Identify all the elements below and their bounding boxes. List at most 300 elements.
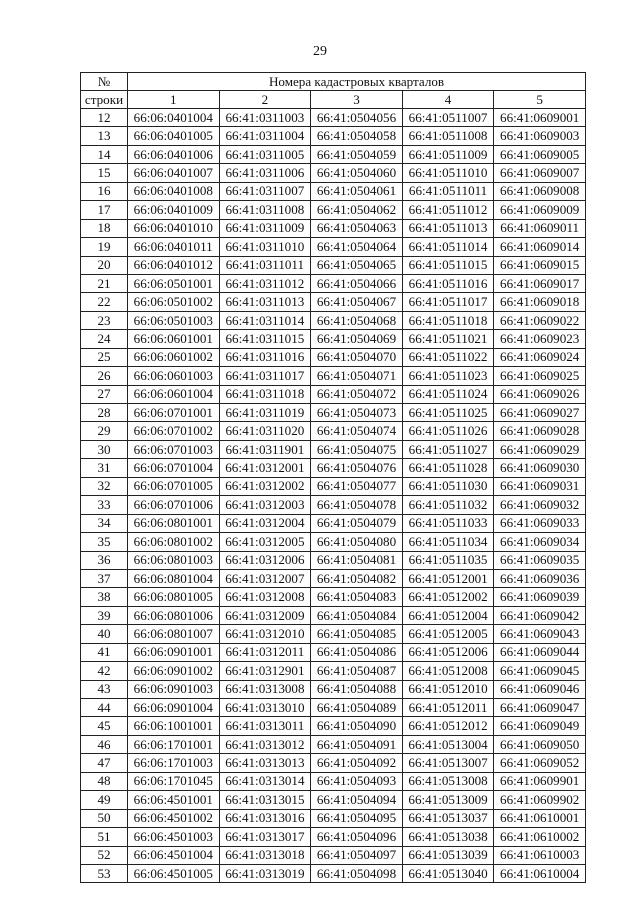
cadastral-number-cell: 66:06:0401005 [128, 127, 220, 145]
cadastral-number-cell: 66:41:0609902 [494, 791, 586, 809]
table-row [81, 699, 586, 717]
cadastral-number-cell: 66:41:0511012 [402, 201, 494, 219]
table-row [81, 367, 586, 385]
row-number-cell: 37 [81, 569, 128, 587]
header-column-number: 4 [402, 91, 494, 109]
table-row [81, 330, 586, 348]
table-row [81, 533, 586, 551]
cadastral-number-cell: 66:41:0312011 [219, 643, 311, 661]
cadastral-number-cell: 66:41:0504089 [311, 699, 403, 717]
cadastral-number-cell: 66:41:0512008 [402, 662, 494, 680]
cadastral-number-cell: 66:41:0313012 [219, 735, 311, 753]
cadastral-number-cell: 66:41:0312901 [219, 662, 311, 680]
cadastral-number-cell: 66:41:0504080 [311, 533, 403, 551]
row-number-cell: 25 [81, 348, 128, 366]
cadastral-number-cell: 66:41:0511014 [402, 238, 494, 256]
cadastral-number-cell: 66:41:0609014 [494, 238, 586, 256]
cadastral-number-cell: 66:06:4501003 [128, 828, 220, 846]
cadastral-number-cell: 66:41:0311016 [219, 348, 311, 366]
cadastral-number-cell: 66:41:0504083 [311, 588, 403, 606]
row-number-cell: 49 [81, 791, 128, 809]
row-number-cell: 30 [81, 440, 128, 458]
cadastral-number-cell: 66:41:0311004 [219, 127, 311, 145]
cadastral-number-cell: 66:41:0313014 [219, 772, 311, 790]
row-number-cell: 27 [81, 385, 128, 403]
table-row [81, 201, 586, 219]
table-row [81, 109, 586, 127]
cadastral-number-cell: 66:41:0609047 [494, 699, 586, 717]
cadastral-number-cell: 66:41:0312001 [219, 459, 311, 477]
cadastral-number-cell: 66:41:0609049 [494, 717, 586, 735]
table-row [81, 274, 586, 292]
cadastral-number-cell: 66:41:0511009 [402, 145, 494, 163]
cadastral-number-cell: 66:41:0511027 [402, 440, 494, 458]
table-row [81, 238, 586, 256]
table-row [81, 662, 586, 680]
cadastral-number-cell: 66:41:0311005 [219, 145, 311, 163]
cadastral-number-cell: 66:41:0609008 [494, 182, 586, 200]
cadastral-number-cell: 66:06:0901003 [128, 680, 220, 698]
cadastral-number-cell: 66:41:0511011 [402, 182, 494, 200]
row-number-cell: 31 [81, 459, 128, 477]
cadastral-number-cell: 66:41:0609044 [494, 643, 586, 661]
row-number-cell: 14 [81, 145, 128, 163]
cadastral-number-cell: 66:06:0901001 [128, 643, 220, 661]
cadastral-number-cell: 66:41:0609015 [494, 256, 586, 274]
cadastral-number-cell: 66:06:1001001 [128, 717, 220, 735]
cadastral-number-cell: 66:41:0609034 [494, 533, 586, 551]
cadastral-number-cell: 66:41:0511008 [402, 127, 494, 145]
cadastral-number-cell: 66:41:0311008 [219, 201, 311, 219]
cadastral-number-cell: 66:41:0512005 [402, 625, 494, 643]
table-row [81, 404, 586, 422]
row-number-cell: 12 [81, 109, 128, 127]
cadastral-number-cell: 66:06:0801001 [128, 514, 220, 532]
header-group-title: Номера кадастровых кварталов [128, 73, 586, 91]
cadastral-number-cell: 66:41:0511021 [402, 330, 494, 348]
header-row-number-label: строки [81, 91, 128, 109]
cadastral-number-cell: 66:41:0513039 [402, 846, 494, 864]
cadastral-number-cell: 66:41:0609007 [494, 164, 586, 182]
row-number-cell: 42 [81, 662, 128, 680]
table-row [81, 164, 586, 182]
cadastral-number-cell: 66:41:0609026 [494, 385, 586, 403]
cadastral-number-cell: 66:06:0801007 [128, 625, 220, 643]
cadastral-number-cell: 66:41:0311009 [219, 219, 311, 237]
cadastral-number-cell: 66:41:0511010 [402, 164, 494, 182]
row-number-cell: 38 [81, 588, 128, 606]
cadastral-number-cell: 66:41:0609030 [494, 459, 586, 477]
cadastral-number-cell: 66:06:0601001 [128, 330, 220, 348]
cadastral-number-cell: 66:41:0513007 [402, 754, 494, 772]
cadastral-number-cell: 66:41:0511030 [402, 477, 494, 495]
cadastral-number-cell: 66:41:0511013 [402, 219, 494, 237]
header-row-1 [81, 73, 586, 91]
cadastral-number-cell: 66:41:0511023 [402, 367, 494, 385]
cadastral-number-cell: 66:06:0801002 [128, 533, 220, 551]
cadastral-number-cell: 66:41:0504063 [311, 219, 403, 237]
cadastral-number-cell: 66:41:0504095 [311, 809, 403, 827]
cadastral-number-cell: 66:06:0501001 [128, 274, 220, 292]
cadastral-number-cell: 66:41:0311017 [219, 367, 311, 385]
row-number-cell: 50 [81, 809, 128, 827]
cadastral-number-cell: 66:06:1701003 [128, 754, 220, 772]
cadastral-number-cell: 66:41:0311007 [219, 182, 311, 200]
cadastral-number-cell: 66:41:0504098 [311, 864, 403, 882]
cadastral-number-cell: 66:06:0801003 [128, 551, 220, 569]
cadastral-number-cell: 66:06:0701001 [128, 404, 220, 422]
cadastral-number-cell: 66:41:0312006 [219, 551, 311, 569]
row-number-cell: 43 [81, 680, 128, 698]
cadastral-number-cell: 66:41:0609027 [494, 404, 586, 422]
row-number-cell: 40 [81, 625, 128, 643]
cadastral-number-cell: 66:41:0313008 [219, 680, 311, 698]
cadastral-number-cell: 66:41:0311018 [219, 385, 311, 403]
cadastral-number-cell: 66:41:0311014 [219, 311, 311, 329]
row-number-cell: 13 [81, 127, 128, 145]
cadastral-number-cell: 66:41:0311006 [219, 164, 311, 182]
cadastral-number-cell: 66:41:0311015 [219, 330, 311, 348]
row-number-cell: 39 [81, 606, 128, 624]
cadastral-number-cell: 66:41:0511018 [402, 311, 494, 329]
cadastral-number-cell: 66:41:0511026 [402, 422, 494, 440]
cadastral-number-cell: 66:41:0311020 [219, 422, 311, 440]
cadastral-number-cell: 66:41:0513038 [402, 828, 494, 846]
table-row [81, 440, 586, 458]
cadastral-number-cell: 66:41:0511024 [402, 385, 494, 403]
cadastral-number-cell: 66:41:0512001 [402, 569, 494, 587]
cadastral-number-cell: 66:06:0701006 [128, 496, 220, 514]
cadastral-number-cell: 66:06:0701005 [128, 477, 220, 495]
row-number-cell: 34 [81, 514, 128, 532]
cadastral-number-cell: 66:06:0401011 [128, 238, 220, 256]
cadastral-number-cell: 66:41:0313019 [219, 864, 311, 882]
table-row [81, 127, 586, 145]
cadastral-number-cell: 66:41:0513040 [402, 864, 494, 882]
cadastral-number-cell: 66:06:0401006 [128, 145, 220, 163]
cadastral-number-cell: 66:41:0511028 [402, 459, 494, 477]
cadastral-number-cell: 66:41:0311003 [219, 109, 311, 127]
cadastral-number-cell: 66:06:0501003 [128, 311, 220, 329]
table-body [81, 109, 586, 883]
header-column-number: 5 [494, 91, 586, 109]
row-number-cell: 22 [81, 293, 128, 311]
cadastral-quarters-table [80, 72, 586, 883]
cadastral-number-cell: 66:41:0609036 [494, 569, 586, 587]
cadastral-number-cell: 66:41:0504096 [311, 828, 403, 846]
cadastral-number-cell: 66:41:0609901 [494, 772, 586, 790]
row-number-cell: 32 [81, 477, 128, 495]
header-column-number: 1 [128, 91, 220, 109]
cadastral-number-cell: 66:41:0504085 [311, 625, 403, 643]
cadastral-number-cell: 66:06:4501001 [128, 791, 220, 809]
row-number-cell: 47 [81, 754, 128, 772]
cadastral-number-cell: 66:41:0513009 [402, 791, 494, 809]
cadastral-number-cell: 66:41:0609022 [494, 311, 586, 329]
cadastral-number-cell: 66:06:4501004 [128, 846, 220, 864]
header-column-number: 3 [311, 91, 403, 109]
cadastral-number-cell: 66:41:0311011 [219, 256, 311, 274]
cadastral-number-cell: 66:41:0512004 [402, 606, 494, 624]
header-row-number-symbol: № [81, 73, 128, 91]
cadastral-number-cell: 66:41:0504064 [311, 238, 403, 256]
row-number-cell: 52 [81, 846, 128, 864]
cadastral-number-cell: 66:41:0313017 [219, 828, 311, 846]
table-row [81, 569, 586, 587]
table-row [81, 588, 586, 606]
cadastral-number-cell: 66:41:0609052 [494, 754, 586, 772]
table-row [81, 422, 586, 440]
cadastral-number-cell: 66:06:0701002 [128, 422, 220, 440]
cadastral-number-cell: 66:41:0609029 [494, 440, 586, 458]
cadastral-number-cell: 66:41:0504059 [311, 145, 403, 163]
row-number-cell: 45 [81, 717, 128, 735]
cadastral-number-cell: 66:06:4501002 [128, 809, 220, 827]
cadastral-number-cell: 66:41:0511017 [402, 293, 494, 311]
row-number-cell: 41 [81, 643, 128, 661]
cadastral-number-cell: 66:41:0609023 [494, 330, 586, 348]
table-row [81, 735, 586, 753]
table-row [81, 385, 586, 403]
cadastral-number-cell: 66:41:0312002 [219, 477, 311, 495]
cadastral-number-cell: 66:41:0504086 [311, 643, 403, 661]
cadastral-number-cell: 66:41:0609035 [494, 551, 586, 569]
cadastral-number-cell: 66:41:0504060 [311, 164, 403, 182]
cadastral-number-cell: 66:41:0504056 [311, 109, 403, 127]
row-number-cell: 51 [81, 828, 128, 846]
table-row [81, 772, 586, 790]
table-row [81, 145, 586, 163]
row-number-cell: 16 [81, 182, 128, 200]
cadastral-number-cell: 66:41:0504076 [311, 459, 403, 477]
row-number-cell: 17 [81, 201, 128, 219]
cadastral-number-cell: 66:06:0401008 [128, 182, 220, 200]
cadastral-number-cell: 66:06:0401004 [128, 109, 220, 127]
row-number-cell: 46 [81, 735, 128, 753]
cadastral-number-cell: 66:41:0504092 [311, 754, 403, 772]
table-row [81, 754, 586, 772]
table-row [81, 293, 586, 311]
cadastral-number-cell: 66:06:0801005 [128, 588, 220, 606]
cadastral-number-cell: 66:41:0609001 [494, 109, 586, 127]
cadastral-number-cell: 66:06:0401009 [128, 201, 220, 219]
cadastral-number-cell: 66:41:0313015 [219, 791, 311, 809]
cadastral-number-cell: 66:41:0513004 [402, 735, 494, 753]
cadastral-number-cell: 66:41:0609025 [494, 367, 586, 385]
cadastral-number-cell: 66:06:0601003 [128, 367, 220, 385]
table-row [81, 606, 586, 624]
cadastral-number-cell: 66:41:0311010 [219, 238, 311, 256]
cadastral-number-cell: 66:06:0701004 [128, 459, 220, 477]
cadastral-number-cell: 66:41:0511022 [402, 348, 494, 366]
row-number-cell: 18 [81, 219, 128, 237]
cadastral-number-cell: 66:41:0609033 [494, 514, 586, 532]
cadastral-number-cell: 66:41:0312007 [219, 569, 311, 587]
cadastral-number-cell: 66:41:0504097 [311, 846, 403, 864]
table-row [81, 477, 586, 495]
cadastral-number-cell: 66:41:0504084 [311, 606, 403, 624]
cadastral-number-cell: 66:41:0312005 [219, 533, 311, 551]
cadastral-number-cell: 66:06:4501005 [128, 864, 220, 882]
cadastral-number-cell: 66:06:1701001 [128, 735, 220, 753]
cadastral-number-cell: 66:41:0512012 [402, 717, 494, 735]
header-column-number: 2 [219, 91, 311, 109]
cadastral-number-cell: 66:41:0504081 [311, 551, 403, 569]
cadastral-number-cell: 66:41:0511034 [402, 533, 494, 551]
cadastral-number-cell: 66:41:0610002 [494, 828, 586, 846]
cadastral-number-cell: 66:41:0511035 [402, 551, 494, 569]
row-number-cell: 21 [81, 274, 128, 292]
cadastral-number-cell: 66:41:0504067 [311, 293, 403, 311]
cadastral-number-cell: 66:06:0801006 [128, 606, 220, 624]
row-number-cell: 24 [81, 330, 128, 348]
table-row [81, 828, 586, 846]
table-row [81, 643, 586, 661]
cadastral-number-cell: 66:06:0401012 [128, 256, 220, 274]
cadastral-number-cell: 66:41:0504066 [311, 274, 403, 292]
cadastral-number-cell: 66:41:0504070 [311, 348, 403, 366]
cadastral-number-cell: 66:41:0610003 [494, 846, 586, 864]
cadastral-number-cell: 66:06:0901004 [128, 699, 220, 717]
cadastral-number-cell: 66:06:0701003 [128, 440, 220, 458]
cadastral-number-cell: 66:41:0504087 [311, 662, 403, 680]
row-number-cell: 44 [81, 699, 128, 717]
cadastral-number-cell: 66:06:0801004 [128, 569, 220, 587]
table-header [81, 73, 586, 109]
cadastral-number-cell: 66:41:0313010 [219, 699, 311, 717]
cadastral-number-cell: 66:41:0504062 [311, 201, 403, 219]
row-number-cell: 26 [81, 367, 128, 385]
row-number-cell: 36 [81, 551, 128, 569]
cadastral-number-cell: 66:41:0609005 [494, 145, 586, 163]
table-row [81, 256, 586, 274]
cadastral-number-cell: 66:41:0512010 [402, 680, 494, 698]
cadastral-number-cell: 66:41:0512006 [402, 643, 494, 661]
cadastral-number-cell: 66:41:0609009 [494, 201, 586, 219]
cadastral-number-cell: 66:41:0609017 [494, 274, 586, 292]
cadastral-number-cell: 66:41:0609050 [494, 735, 586, 753]
cadastral-number-cell: 66:41:0609043 [494, 625, 586, 643]
cadastral-number-cell: 66:41:0511025 [402, 404, 494, 422]
cadastral-number-cell: 66:41:0512002 [402, 588, 494, 606]
row-number-cell: 33 [81, 496, 128, 514]
cadastral-number-cell: 66:41:0609018 [494, 293, 586, 311]
table-row [81, 717, 586, 735]
cadastral-number-cell: 66:41:0313018 [219, 846, 311, 864]
row-number-cell: 15 [81, 164, 128, 182]
cadastral-number-cell: 66:41:0609024 [494, 348, 586, 366]
cadastral-number-cell: 66:41:0504093 [311, 772, 403, 790]
cadastral-number-cell: 66:41:0311901 [219, 440, 311, 458]
table-row [81, 459, 586, 477]
cadastral-number-cell: 66:41:0312009 [219, 606, 311, 624]
page-number: 29 [313, 44, 327, 59]
cadastral-number-cell: 66:06:1701045 [128, 772, 220, 790]
cadastral-table-container [80, 72, 585, 883]
cadastral-number-cell: 66:41:0609042 [494, 606, 586, 624]
cadastral-number-cell: 66:41:0504072 [311, 385, 403, 403]
table-row [81, 496, 586, 514]
cadastral-number-cell: 66:41:0504058 [311, 127, 403, 145]
cadastral-number-cell: 66:41:0513037 [402, 809, 494, 827]
table-row [81, 809, 586, 827]
header-row-2 [81, 91, 586, 109]
cadastral-number-cell: 66:41:0609003 [494, 127, 586, 145]
table-row [81, 551, 586, 569]
cadastral-number-cell: 66:06:0401010 [128, 219, 220, 237]
table-row [81, 846, 586, 864]
cadastral-number-cell: 66:41:0504091 [311, 735, 403, 753]
cadastral-number-cell: 66:41:0311013 [219, 293, 311, 311]
table-row [81, 864, 586, 882]
cadastral-number-cell: 66:41:0504073 [311, 404, 403, 422]
cadastral-number-cell: 66:06:0601004 [128, 385, 220, 403]
cadastral-number-cell: 66:06:0901002 [128, 662, 220, 680]
cadastral-number-cell: 66:06:0501002 [128, 293, 220, 311]
cadastral-number-cell: 66:41:0504075 [311, 440, 403, 458]
cadastral-number-cell: 66:41:0504071 [311, 367, 403, 385]
table-row [81, 791, 586, 809]
cadastral-number-cell: 66:41:0312008 [219, 588, 311, 606]
table-row [81, 219, 586, 237]
cadastral-number-cell: 66:41:0511007 [402, 109, 494, 127]
cadastral-number-cell: 66:41:0312004 [219, 514, 311, 532]
cadastral-number-cell: 66:41:0504074 [311, 422, 403, 440]
cadastral-number-cell: 66:41:0504078 [311, 496, 403, 514]
cadastral-number-cell: 66:41:0609045 [494, 662, 586, 680]
cadastral-number-cell: 66:41:0609039 [494, 588, 586, 606]
cadastral-number-cell: 66:41:0311019 [219, 404, 311, 422]
row-number-cell: 28 [81, 404, 128, 422]
cadastral-number-cell: 66:41:0313016 [219, 809, 311, 827]
cadastral-number-cell: 66:41:0504079 [311, 514, 403, 532]
cadastral-number-cell: 66:41:0504068 [311, 311, 403, 329]
cadastral-number-cell: 66:41:0513008 [402, 772, 494, 790]
cadastral-number-cell: 66:41:0609011 [494, 219, 586, 237]
cadastral-number-cell: 66:41:0504094 [311, 791, 403, 809]
cadastral-number-cell: 66:41:0311012 [219, 274, 311, 292]
table-row [81, 625, 586, 643]
cadastral-number-cell: 66:41:0504090 [311, 717, 403, 735]
cadastral-number-cell: 66:41:0511033 [402, 514, 494, 532]
cadastral-number-cell: 66:41:0512011 [402, 699, 494, 717]
row-number-cell: 19 [81, 238, 128, 256]
cadastral-number-cell: 66:41:0511032 [402, 496, 494, 514]
cadastral-number-cell: 66:41:0312003 [219, 496, 311, 514]
row-number-cell: 23 [81, 311, 128, 329]
cadastral-number-cell: 66:41:0504077 [311, 477, 403, 495]
table-row [81, 514, 586, 532]
cadastral-number-cell: 66:06:0401007 [128, 164, 220, 182]
row-number-cell: 29 [81, 422, 128, 440]
cadastral-number-cell: 66:41:0504069 [311, 330, 403, 348]
cadastral-number-cell: 66:41:0504065 [311, 256, 403, 274]
row-number-cell: 20 [81, 256, 128, 274]
cadastral-number-cell: 66:41:0504061 [311, 182, 403, 200]
table-row [81, 348, 586, 366]
table-row [81, 182, 586, 200]
cadastral-number-cell: 66:41:0609031 [494, 477, 586, 495]
cadastral-number-cell: 66:41:0504082 [311, 569, 403, 587]
cadastral-number-cell: 66:41:0313011 [219, 717, 311, 735]
cadastral-number-cell: 66:41:0610004 [494, 864, 586, 882]
table-row [81, 680, 586, 698]
row-number-cell: 35 [81, 533, 128, 551]
cadastral-number-cell: 66:41:0610001 [494, 809, 586, 827]
cadastral-number-cell: 66:41:0609032 [494, 496, 586, 514]
cadastral-number-cell: 66:41:0313013 [219, 754, 311, 772]
cadastral-number-cell: 66:41:0504088 [311, 680, 403, 698]
